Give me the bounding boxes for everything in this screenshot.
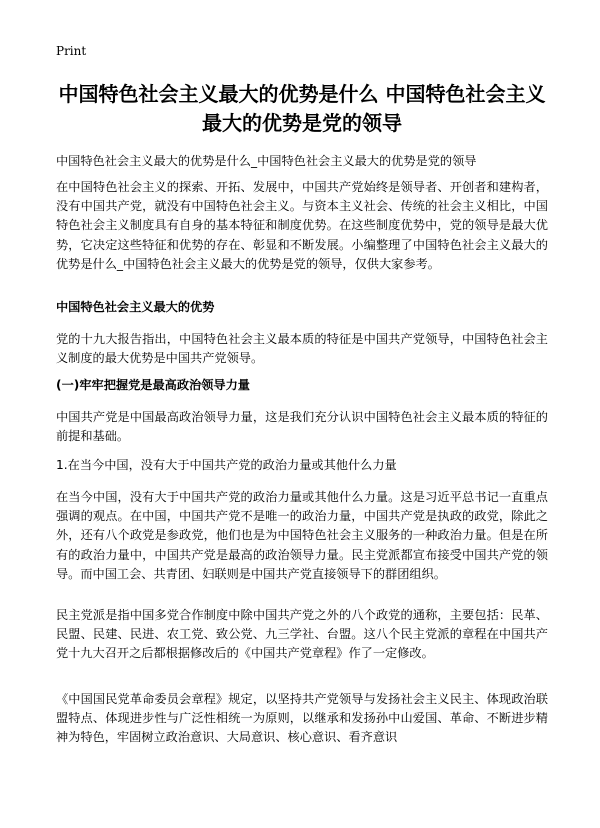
document-subtitle: 中国特色社会主义最大的优势是什么_中国特色社会主义最大的优势是党的领导 [56, 154, 477, 168]
parties-paragraph: 民主党派是指中国多党合作制度中除中国共产党之外的八个政党的通称，主要包括：民革、民盟、民建、民进、农工党、致公党、九三学社、台盟。这八个民主党派的章程在中国共产党十九大召开之后都根据修改后的《中国共产党章程》作了一定修改。 [56, 608, 548, 661]
page-title: 中国特色社会主义最大的优势是什么 中国特色社会主义最大的优势是党的领导 [58, 82, 546, 135]
section-paragraph: 党的十九大报告指出，中国特色社会主义最本质的特征是中国共产党领导，中国特色社会主义制度的最大优势是中国共产党领导。 [56, 332, 548, 366]
point-paragraph: 在当今中国，没有大于中国共产党的政治力量或其他什么力量。这是习近平总书记一直重点强调的观点。在中国，中国共产党不是唯一的政治力量，中国共产党是执政的政党，除此之外，还有八个政党是参政党，他们也是为中国特色社会主义服务的一种政治力量。但是在所有的政治力量中，中国共产党是最高的政治领导力量。民主党派都宣布接受中国共产党的领导。而中国工会、共青团、妇联则是中国共产党直接领导下的群团组织。 [56, 490, 548, 581]
sub-heading: (一)牢牢把握党是最高政治领导力量 [56, 378, 250, 392]
section-heading: 中国特色社会主义最大的优势 [56, 300, 215, 314]
last-paragraph: 《中国国民党革命委员会章程》规定，以坚持共产党领导与发扬社会主义民主、体现政治联盟特点、体现进步性与广泛性相统一为原则，以继承和发扬孙中山爱国、革命、不断进步精神为特色，牢固树立政治意识、大局意识、核心意识、看齐意识 [56, 692, 548, 745]
sub-paragraph: 中国共产党是中国最高政治领导力量，这是我们充分认识中国特色社会主义最本质的特征的前提和基础。 [56, 410, 548, 444]
intro-paragraph: 在中国特色社会主义的探索、开拓、发展中，中国共产党始终是领导者、开创者和建构者，没有中国共产党，就没有中国特色社会主义。与资本主义社会、传统的社会主义相比，中国特色社会主义制度具有自身的基本特征和制度优势。在这些制度优势中，党的领导是最大优势，它决定这些特征和优势的存在、彰显和不断发展。小编整理了中国特色社会主义最大的优势是什么_中国特色社会主义最大的优势是党的领导，仅供大家参考。 [56, 180, 548, 271]
print-link[interactable]: Print [56, 44, 87, 58]
point-heading: 1.在当今中国，没有大于中国共产党的政治力量或其他什么力量 [56, 458, 397, 472]
